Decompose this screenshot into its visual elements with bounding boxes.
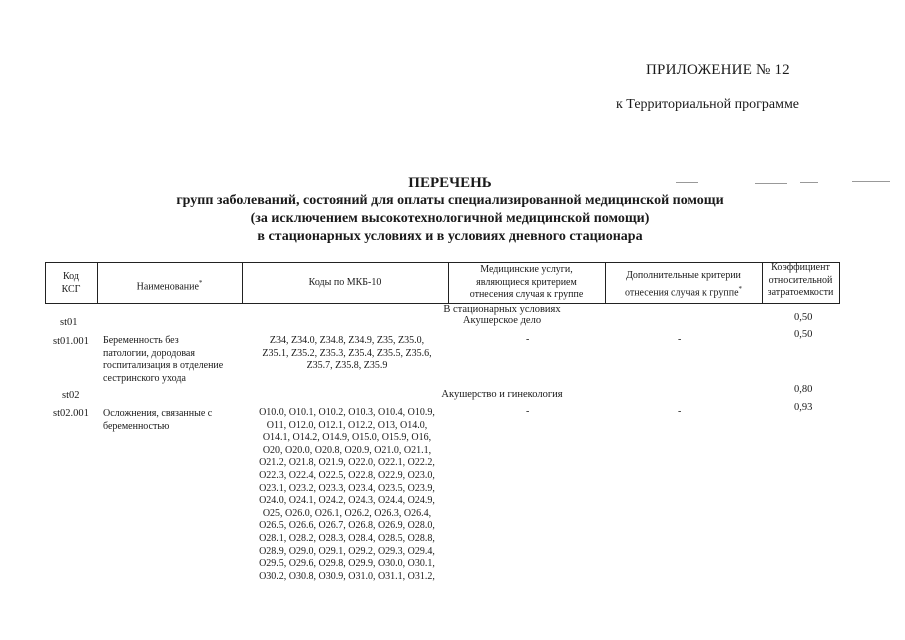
appendix-label: ПРИЛОЖЕНИЕ № 12 [646,62,790,78]
title-line-1: групп заболеваний, состояний для оплаты специализированной медицинской помощи [176,193,724,208]
header-mkb: Коды по МКБ-10 [308,277,382,288]
row-mkb-codes: O10.0, O10.1, O10.2, O10.3, O10.4, O10.9, O11, O12.0, O12.1, O12.2, O13, O14.0, O14.1, O14.2, O14.9, O15.0, O15.9, O16, O20, O20.0, O20.8, O20.9, O21.0, O21.1, O21.2, O21.8, O21.9, O22.0, O22.1, O22.2, O22.3, O22.4, O22.5, O22.8, O22.9, O23.0, O23.1, O23.2, O23.3, O23.4, O23.5, O23.9, O24.0, O24.1, O24.2, O24.3, O24.4, O24.9, O25, O26.0, O26.1, O26.2, O26.3, O26.4, O26.5, O26.6, O26.7, O26.8, O26.9, O28.0, O28.1, O28.2, O28.3, O28.4, O28.5, O28.8, O28.9, O29.0, O29.1, O29.2, O29.3, O29.4, O29.5, O29.6, O29.8, O29.9, O30.0, O30.1, O30.2, O30.8, O30.9, O31.0, O31.1, O31.2, [259,407,435,582]
title-line-2: (за исключением высокотехнологичной медицинской помощи) [250,211,650,226]
row-code: st01.001 [53,336,89,347]
scan-speck [852,181,890,182]
header-coefficient: Коэффициент относительной затратоемкости [767,262,834,298]
header-code: Код КСГ [61,271,81,295]
group-title: Акушерство и гинекология [441,389,563,400]
row-extra-criteria: - [678,406,682,417]
title-line-3: в стационарных условиях и в условиях дневного стационара [257,229,643,244]
header-extra-criteria: Дополнительные критерии отнесения случая к группе* [624,270,743,298]
group-title: Акушерское дело [462,315,542,326]
row-code: st02 [62,390,80,401]
row-coefficient: 0,93 [794,402,813,413]
row-services: - [526,406,530,417]
row-code: st02.001 [53,408,89,419]
section-inpatient: В стационарных условиях [443,304,561,315]
row-coefficient: 0,80 [794,384,813,395]
document-title [100,174,800,246]
scan-speck [800,182,818,183]
header-services: Медицинские услуги, являющиеся критерием отнесения случая к группе [469,264,584,300]
row-extra-criteria: - [678,334,682,345]
row-name: Беременность без патологии, дородовая госпитализация в отделение сестринского ухода [103,335,224,384]
header-name: Наименование* [136,279,203,293]
title-line-0: ПЕРЕЧЕНЬ [408,175,492,191]
appendix-subtitle: к Территориальной программе [616,97,800,112]
row-coefficient: 0,50 [794,312,813,323]
row-coefficient: 0,50 [794,329,813,340]
row-mkb-codes: Z34, Z34.0, Z34.8, Z34.9, Z35, Z35.0, Z35.1, Z35.2, Z35.3, Z35.4, Z35.5, Z35.6, Z35.7, Z35.8, Z35.9 [262,335,432,372]
col-divider [839,262,840,303]
row-name: Осложнения, связанные с беременностью [103,408,213,432]
table-top-border [45,262,840,263]
row-code: st01 [60,317,78,328]
row-services: - [526,334,530,345]
